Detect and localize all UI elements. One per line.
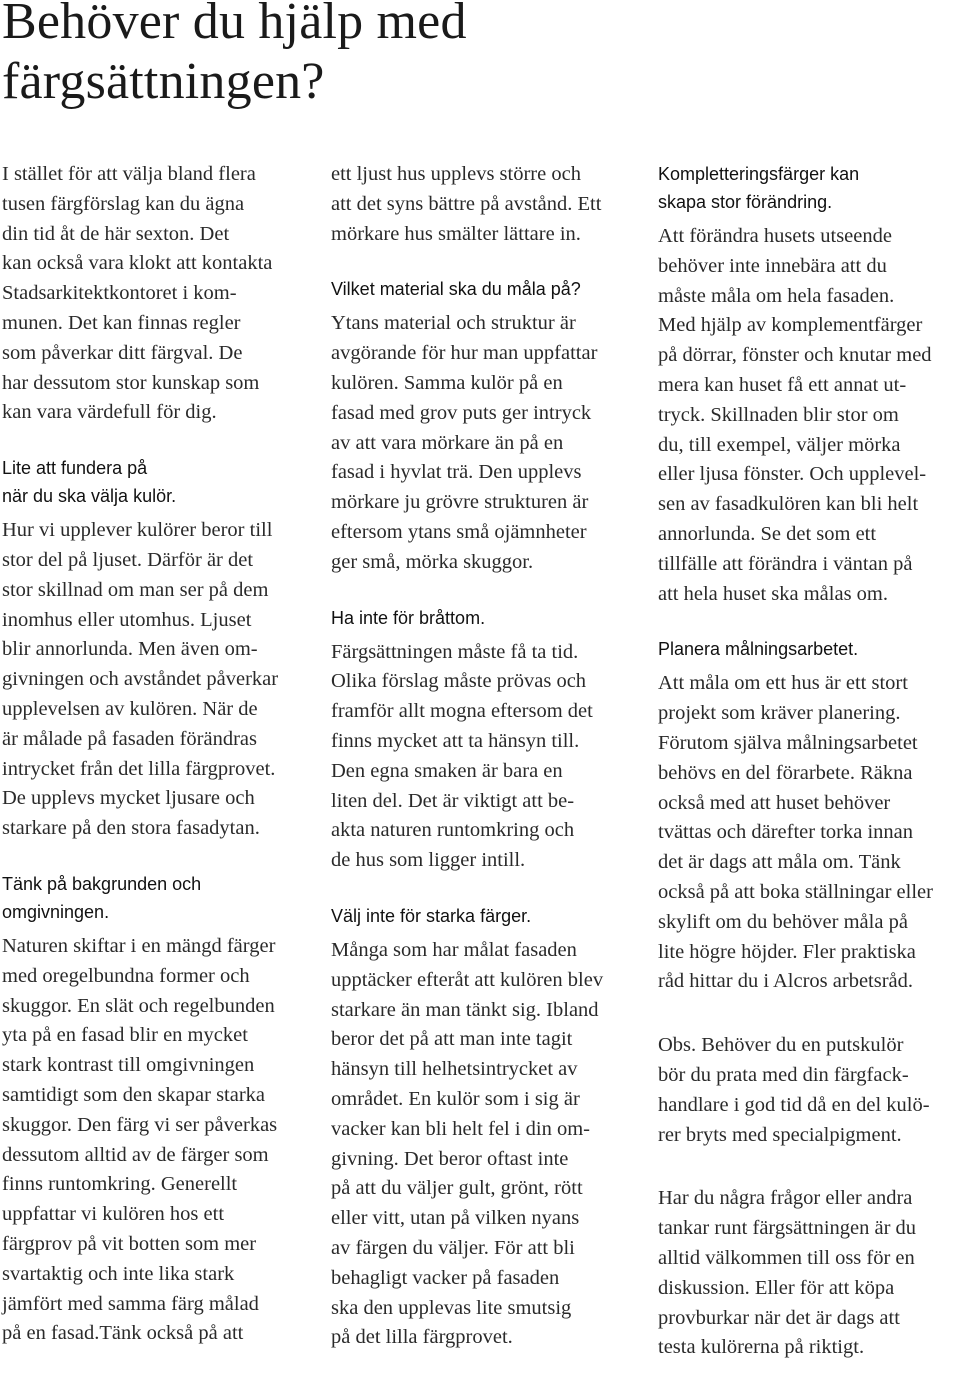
paragraph-light-house: ett ljust hus upplevs större och att det syns bättre på avstånd. Ett mörkare hus smälter lättare in. [331,163,602,245]
section-heading-material: Vilket material ska du måla på? [331,279,581,300]
paragraph-light: Hur vi upplever kulörer beror till stor del på ljuset. Därför är det stor skillnad om man ser på dem inomhus eller utomhus. Ljuset blir annorlunda. Men även om- givningen och avståndet påverkar upplevelsen av kulören. När de är målade på fasaden förändras intrycket från det lilla färgprovet. De upplevs mycket ljusare och starkare på den stora fasadytan. [2,519,279,840]
text-column-1 [2,160,302,1372]
paragraph-complement: Att förändra husets utseende behöver inte innebära att du måste måla om hela fasaden. Med hjälp av komplementfärger på dörrar, fönster och knutar med mera kan huset få ett annat ut- tryck. Skillnaden blir stor om du, till exempel, väljer mörka eller ljusa fönster. Och upplevel- sen av fasadkulören kan bli helt annorlunda. Se det som ett tillfälle att förändra i väntan på att hela huset ska målas om. [658,225,932,605]
section-heading-choose-color: Lite att fundera på när du ska välja kulör. [2,458,177,507]
paragraph-nature: Naturen skiftar i en mängd färger med oregelbundna former och skuggor. En slät och regelbunden yta på en fasad blir en mycket stark kontrast till omgivningen samtidigt som den skapar starka skuggor. Den färg vi ser påverkas dessutom alltid av de färger som finns runtomkring. Generellt uppfattar vi kulören hos ett färgprov på vit botten som mer svartaktig och inte lika stark jämfört med samma färg målad på en fasad.Tänk också på att [2,934,278,1345]
paragraph-planning: Att måla om ett hus är ett stort projekt som kräver planering. Förutom själva målningsarbetet behövs en del förarbete. Räkna också med att huset behöver tvättas och därefter torka innan det är dags att måla om. Tänk också på att boka ställningar eller skylift om du behöver måla på lite högre höjder. Fler praktiska råd hittar du i Alcros arbetsråd. [658,672,933,993]
text-column-3 [658,160,958,1386]
paragraph-time: Färgsättningen måste få ta tid. Olika förslag måste prövas och framför allt mogna eftersom det finns mycket att ta hänsyn till. Den egna smaken är bara en liten del. Det är viktigt att be- akta naturen runtomkring och de hus som ligger intill. [331,640,593,872]
page-title: Behöver du hjälp med färgsättningen? [2,0,467,110]
intro-paragraph: I stället för att välja bland flera tusen färgförslag kan du ägna din tid åt de här sexton. Det kan också vara klokt att kontakta Stadsarkitektkontoret i kom- munen. Det kan finnas regler som påverkar ditt färgval. De har dessutom stor kunskap som kan vara värdefull för dig. [2,163,273,424]
paragraph-material: Ytans material och struktur är avgörande för hur man uppfattar kulören. Samma kulör på en fasad med grov puts ger intryck av att vara mörkare än på en fasad i hyvlat trä. Den upplevs mörkare ju grövre strukturen är eftersom ytans små ojämnheter ger små, mörka skuggor. [331,312,598,573]
section-heading-background: Tänk på bakgrunden och omgivningen. [2,873,202,922]
section-heading-complement: Kompletteringsfärger kan skapa stor förändring. [658,164,860,212]
paragraph-contact: Har du några frågor eller andra tankar runt färgsättningen är du alltid välkommen till oss för en diskussion. Eller för att köpa provburkar när det är dags att testa kulörerna på riktigt. [658,1187,917,1359]
paragraph-strong-colors: Många som har målat fasaden upptäcker efteråt att kulören blev starkare än man tänkt sig. Ibland beror det på att man inte tagit hänsyn till helhetsintrycket av området. En kulör som i sig är vacker kan bli helt fel i din om- givning. Det beror oftast inte på att du väljer gult, grönt, rött eller vitt, utan på vilken nyans av färgen du väljer. För att bli behagligt vacker på fasaden ska den upplevas lite smutsig på det lilla färgprovet. [331,938,604,1349]
text-column-2 [331,160,631,1376]
paragraph-note: Obs. Behöver du en putskulör bör du prata med din färgfack- handlare i god tid då en del kulö- rer bryts med specialpigment. [658,1034,930,1146]
section-heading-planning: Planera målningsarbetet. [658,639,859,660]
section-heading-no-hurry: Ha inte för bråttom. [331,607,486,628]
section-heading-strong-colors: Välj inte för starka färger. [331,905,532,926]
